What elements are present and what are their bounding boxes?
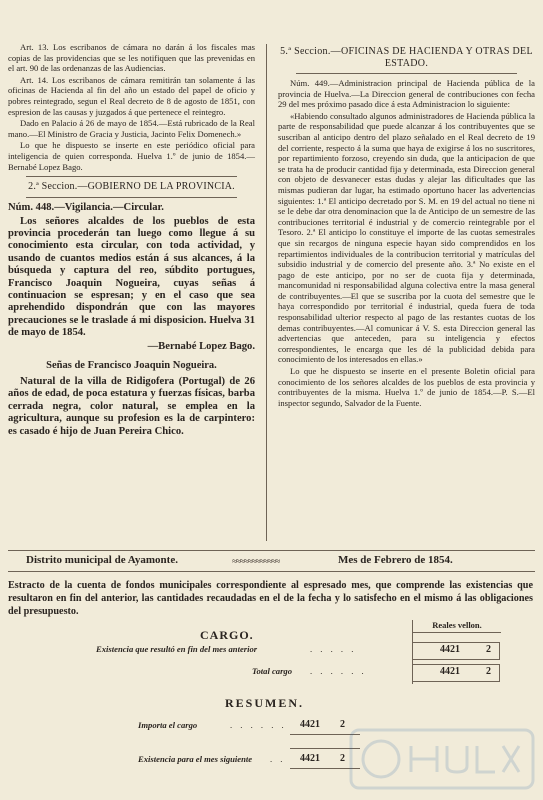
leader-dots: . . . . . . (230, 720, 287, 730)
band-bottom-rule (8, 571, 535, 572)
right-column (278, 42, 535, 409)
cargo-row-label: Existencia que resultó en fin del mes anterior (96, 644, 258, 654)
circular-body: Los señores alcaldes de los pueblos de esta provincia procederán tan luego como llegue á su conocimiento esta circular, con toda actividad, y usando de cuantos medios están á sus alcances, á la búsqueda y captura del reo, súbdito portugues, Francisco Joaquin Nogueira, cuyas señas á continuacion se espresan; y en el caso que sea aprehendido dispondrán que con las mayores precauciones se le traslade á mi disposicion. Huelva 31 de mayo de 1854. (8, 215, 255, 339)
reales-header: Reales vellon. (413, 620, 501, 633)
resumen-existencia-cents: 2 (340, 753, 345, 764)
dado-paragraph: Dado en Palacio á 26 de mayo de 1854.—Está rubricado de la Real mano.—El Ministro de Gracia y Justicia, Jacinto Felix Domenech.» (8, 118, 255, 139)
month-label: Mes de Febrero de 1854. (338, 554, 453, 566)
hacienda-paragraph-1: Núm. 449.—Administracion principal de Hacienda pública de la provincia de Huelva.—La Direccion general de contribuciones con fecha 29 del mes próximo pasado dice á esta Administracion lo siguiente: (278, 78, 535, 110)
cargo-title: CARGO. (200, 628, 254, 642)
column-divider (266, 44, 267, 541)
resumen-existencia-label: Existencia para el mes siguiente (138, 754, 253, 764)
total-cargo-cents: 2 (486, 666, 491, 677)
circular-signature: —Bernabé Lopez Bago. (147, 340, 255, 352)
senas-body: Natural de la villa de Ridigofera (Portugal) de 26 años de edad, de poca estatura y fuerzas físicas, barba cerrada negra, color natural, se emplea en la agricultura, aunque su profesion es la de carpintero: es casado é hijo de Juan Pereira Chico. (8, 376, 255, 437)
left-column (8, 42, 255, 439)
rule-separator (26, 197, 237, 198)
article-14: Art. 14. Los escribanos de cámara remitirán tan solamente á las oficinas de Hacienda al fin del año un estado del papel de oficio y pobres reintegrado, segun el Real decreto de 8 de agosto de 1851, con espresion de las causas y juzgados á que pertenece el reintegro. (8, 74, 255, 117)
lo-que-paragraph: Lo que he dispuesto se inserte en este periódico oficial para inteligencia de quien corresponda. Huelva 1.º de junio de 1854.—Bernabé Lopez Bago. (8, 140, 255, 172)
section-heading-hacienda: 5.ª Seccion.—OFICINAS DE HACIENDA Y OTRAS DEL ESTADO. (280, 46, 533, 69)
resumen-cargo-value: 4421 (300, 719, 320, 730)
cargo-row-cents: 2 (486, 644, 491, 655)
ornament-rule: ≈≈≈≈≈≈≈≈≈≈≈≈ (232, 556, 280, 566)
sum-rule (290, 768, 360, 769)
hacienda-paragraph-3: Lo que he dispuesto se inserte en el presente Boletin oficial para conocimiento de los señores alcaldes de los pueblos de esta provincia y contribuyentes de la misma. Huelva 1.º de junio de 1854.—P. S.—El inspector segundo, Salvador de la Fuente. (278, 366, 535, 408)
district-name: Distrito municipal de Ayamonte. (26, 554, 178, 566)
leader-dots: . . . . . . (310, 666, 367, 676)
article-13: Art. 13. Los escribanos de cámara no darán á los fiscales mas copias de las providencias que se les notifiquen que las prevenidas en el art. 90 de las ordenanzas de las Audiencias. (8, 42, 255, 74)
resumen-title: RESUMEN. (225, 696, 305, 710)
total-cargo-label: Total cargo (252, 666, 293, 676)
sum-rule (290, 748, 360, 749)
senas-title: Señas de Francisco Joaquin Nogueira. (46, 360, 217, 371)
total-cargo-value: 4421 (440, 666, 460, 677)
resumen-existencia-value: 4421 (300, 753, 320, 764)
rule-separator (26, 176, 237, 177)
district-band (0, 550, 543, 572)
hacienda-paragraph-2: «Habiendo consultado algunos administradores de Hacienda pública la parte de responsabilidad que puede alcanzar á los contribuyentes que se suscriban al anticipo dentro del plazo señalado en el Real decreto de 19 del corriente, respecto á la suma que haya de exigirse á los no suscritores, por repartimiento forzoso, creyendo sin duda, que la anticipacion de que se trata ha de producir cantidad fija y determinada, esta Direccion general con objeto de desvanecer estas dudas y alejar las dificultades que las mismas pudieran dar lugar, ha estimado oportuno hacer las advertencias siguientes: 1.ª El anticipo decretado por S. M. en 19 del actual no tiene ni se le debe dar otra denominacion que la de Anticipo de un semestre de las contribuciones territorial é industrial y de comercio reintegrable por el Tesoro. 2.ª El anticipo lo constituye el importe de las cuotas semestrales que sin recargos de ninguna especie hayan sido comprendidos en los repartimientos individuales de la contribucion territorial y matrículas del subsidio industrial y de comercio del presente año. 3.ª No existe en el pago de este anticipo, por no ser de cuota fija y determinada, mancomunidad ni responsabilidad alguna colectiva entre la masa general de contribuyentes.—El que se suscriba por la cuota del semestre que le haya correspondido por territorial é industrial, queda fuera de toda responsabilidad ulterior respecto al pago de las restantes cuotas de los demas contribuyentes.—Al comunicar á V. S. esta Direccion general las advertencias que anteceden, para su inteligencia y efectos correspondientes, le encarga que les dé la publicidad debida para conocimiento de los interesados en ellas.» (278, 110, 535, 365)
account-table (0, 620, 543, 800)
resumen-cargo-label: Importa el cargo (138, 720, 198, 730)
sum-rule (290, 734, 360, 735)
resumen-cargo-cents: 2 (340, 719, 345, 730)
extract-paragraph: Estracto de la cuenta de fondos municipales correspondiente al espresado mes, que comprende las existencias que resultaron en fin del anterior, las cantidades recaudadas en el de la fecha y lo satisfecho en el mismo á las obligaciones del presupuesto. (8, 580, 533, 617)
rule-separator (296, 73, 517, 74)
band-top-rule (8, 550, 535, 551)
cargo-row-value: 4421 (440, 644, 460, 655)
section-heading-gobierno: 2.ª Seccion.—GOBIERNO DE LA PROVINCIA. (28, 181, 235, 193)
circular-number: Núm. 448.—Vigilancia.—Circular. (8, 202, 164, 214)
leader-dots: . . (270, 754, 286, 764)
leader-dots: . . . . . (310, 644, 357, 654)
